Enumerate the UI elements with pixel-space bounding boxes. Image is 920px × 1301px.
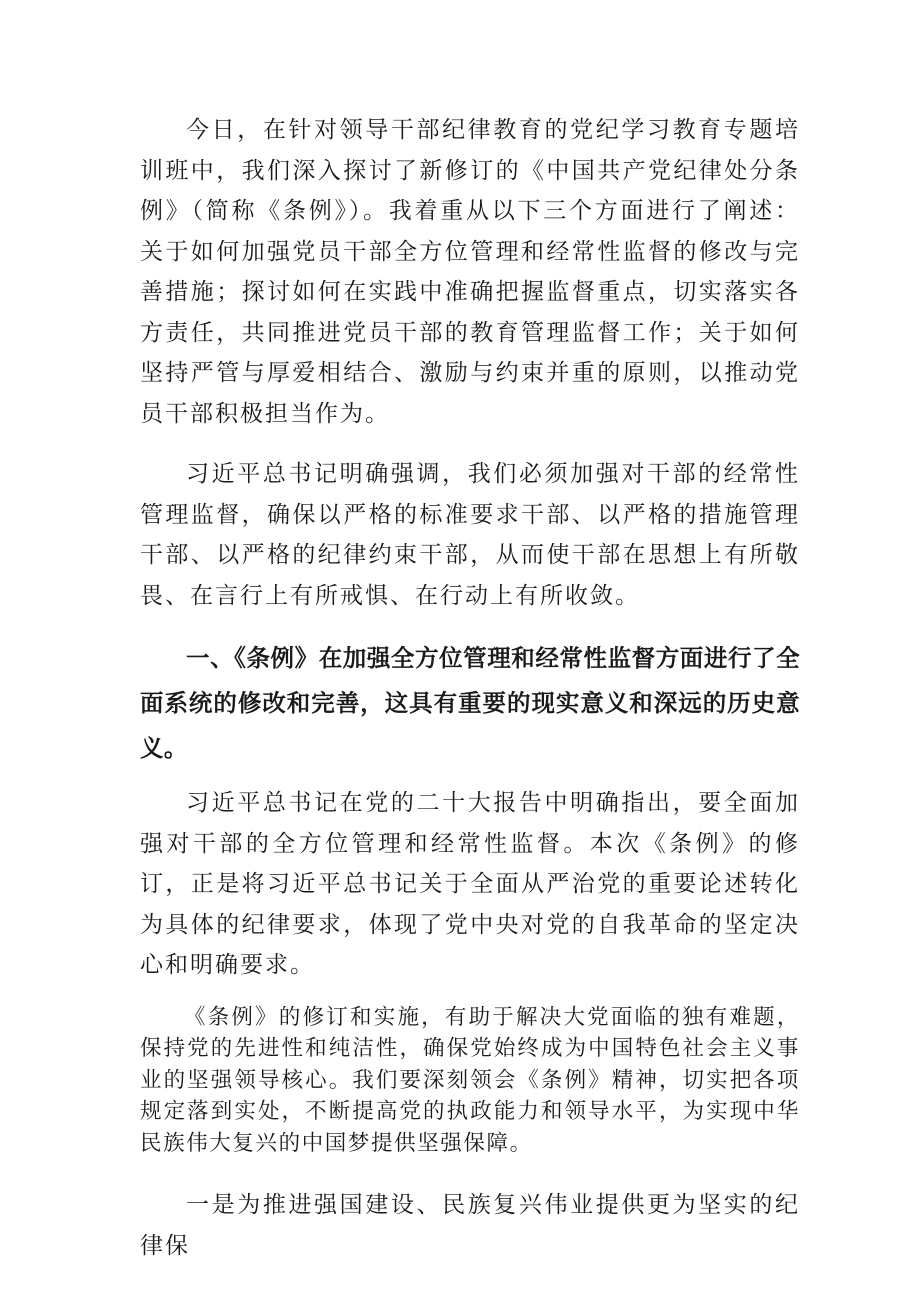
implementation-paragraph: 《条例》的修订和实施，有助于解决大党面临的独有难题，保持党的先进性和纯洁性，确保党始终成为中国特色社会主义事业的坚强领导核心。我们要深刻领会《条例》精神，切实把各项规定落到实处，不断提高党的执政能力和领导水平，为实现中华民族伟大复兴的中国梦提供坚强保障。 [140, 1004, 800, 1156]
point-one-paragraph: 一是为推进强国建设、民族复兴伟业提供更为坚实的纪律保 [140, 1192, 800, 1259]
xi-report-paragraph: 习近平总书记在党的二十大报告中明确指出，要全面加强对干部的全方位管理和经常性监督。本次《条例》的修订，正是将习近平总书记关于全面从严治党的重要论述转化为具体的纪律要求，体现了党中央对党的自我革命的坚定决心和明确要求。 [140, 790, 800, 978]
document-page [140, 110, 800, 1266]
intro-paragraph: 今日，在针对领导干部纪律教育的党纪学习教育专题培训班中，我们深入探讨了新修订的《中国共产党纪律处分条例》（简称《条例》）。我着重从以下三个方面进行了阐述：关于如何加强党员干部全方位管理和经常性监督的修改与完善措施；探讨如何在实践中准确把握监督重点，切实落实各方责任，共同推进党员干部的教育管理监督工作；关于如何坚持严管与厚爱相结合、激励与约束并重的原则，以推动党员干部积极担当作为。 [140, 117, 800, 427]
xi-emphasis-paragraph: 习近平总书记明确强调，我们必须加强对干部的经常性管理监督，确保以严格的标准要求干部、以严格的措施管理干部、以严格的纪律约束干部，从而使干部在思想上有所敬畏、在言行上有所戒惧、在行动上有所收敛。 [140, 461, 800, 609]
section-heading-1: 一、《条例》在加强全方位管理和经常性监督方面进行了全面系统的修改和完善，这具有重要的现实意义和深远的历史意义。 [140, 644, 800, 762]
